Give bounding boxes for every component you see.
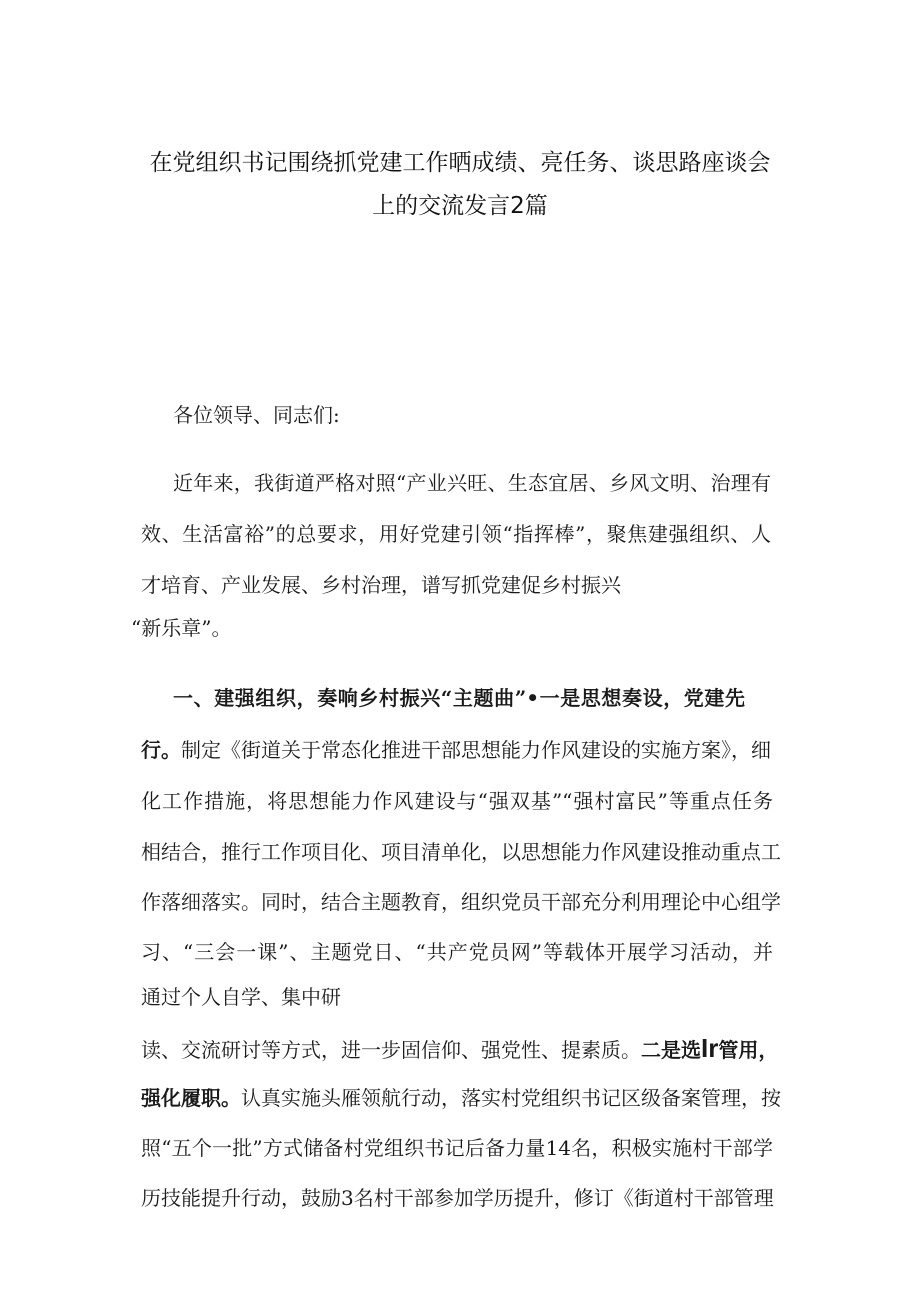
section1-line-9-text: 认真实施头雁领航行动，落实村党组织书记区级备案管理，按 xyxy=(241,1086,781,1110)
section1-line-11: 历技能提升行动，鼓励3名村干部参加学历提升，修订《街道村干部管理 xyxy=(141,1186,774,1210)
section1-line-6: 习、“三会一课”、主题党日、“共产党员网”等载体开展学习活动，并 xyxy=(141,940,773,964)
section1-line-10: 照“五个一批”方式储备村党组织书记后备力量14名，积极实施村干部学 xyxy=(141,1136,773,1160)
section1-line-9 xyxy=(141,1086,781,1110)
intro-line-1: 近年来，我街道严格对照“产业兴旺、生态宜居、乡风文明、治理有 xyxy=(173,471,771,495)
section1-line-2-bold: 行。 xyxy=(141,738,181,762)
section1-line-3: 化工作措施，将思想能力作风建设与“强双基”“强村富民”等重点任务 xyxy=(141,789,773,813)
section1-line-7: 通过个人自学、集中研 xyxy=(141,985,341,1009)
section1-line-4: 相结合，推行工作项目化、项目清单化，以思想能力作风建设推动重点工 xyxy=(141,840,781,864)
section1-line-5: 作落细落实。同时，结合主题教育，组织党员干部充分利用理论中心组学 xyxy=(141,890,781,914)
section1-line-2-text: 制定《街道关于常态化推进干部思想能力作风建设的实施方案》，细 xyxy=(181,738,771,762)
intro-line-4: “新乐章”。 xyxy=(131,616,232,640)
section1-line-8-glyph: Ir xyxy=(701,1033,719,1063)
document-title-line-1: 在党组织书记围绕抓党建工作晒成绩、亮任务、谈思路座谈会 xyxy=(149,150,771,176)
section1-heading: 一、建强组织，奏响乡村振兴“主题曲”•一是思想奏设，党建先 xyxy=(173,686,745,710)
section1-line-8 xyxy=(141,1033,779,1063)
section1-line-8-text: 读、交流研讨等方式，进一步固信仰、强党性、提素质。 xyxy=(141,1038,641,1062)
intro-line-2: 效、生活富裕”的总要求，用好党建引领“指挥棒”，聚焦建强组织、人 xyxy=(141,522,771,546)
section1-line-2 xyxy=(141,738,771,762)
intro-line-3: 才培育、产业发展、乡村治理，谱写抓党建促乡村振兴 xyxy=(141,573,621,597)
section1-line-8-bold-a: 二是选 xyxy=(641,1038,701,1062)
salutation: 各位领导、同志们: xyxy=(173,403,340,427)
section1-line-8-bold-b: 管用， xyxy=(718,1038,779,1062)
section1-line-9-bold: 强化履职。 xyxy=(141,1086,241,1110)
document-title-line-2: 上的交流发言2篇 xyxy=(372,193,548,219)
